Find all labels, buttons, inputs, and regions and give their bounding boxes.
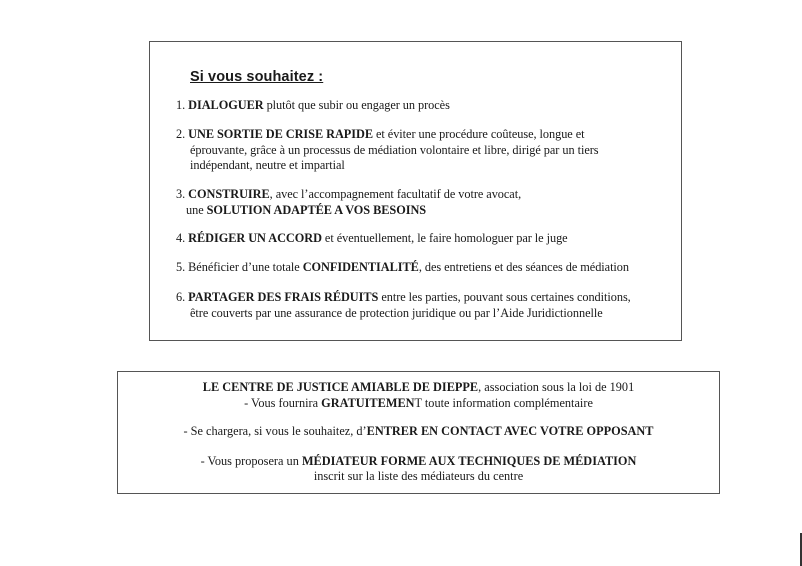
mediator-line [118,454,719,469]
item-text: et éviter une procédure coûteuse, longue et [372,127,585,141]
info-emphasis: GRATUITEMEN [321,396,415,410]
item-text: plutôt que subir ou engager un procès [263,98,450,112]
info-text: - Vous proposera un [200,454,302,468]
item-text: entre les parties, pouvant sous certaines conditions, [378,290,631,304]
item-emphasis: SOLUTION ADAPTÉE A VOS BESOINS [206,202,427,217]
list-item [176,187,681,218]
list-item [176,127,681,174]
info-emphasis: ENTRER EN CONTACT AVEC VOTRE OPPOSANT [366,424,654,438]
item-number: 3. [176,187,186,201]
item-text: , des entretiens et des séances de médiation [418,260,629,274]
item-text: et éventuellement, le faire homologuer par le juge [321,231,568,245]
item-emphasis: UNE SORTIE DE CRISE RAPIDE [188,127,373,141]
item-text: , avec l’accompagnement facultatif de votre avocat, [269,187,522,201]
mediator-list-line: inscrit sur la liste des médiateurs du centre [313,469,524,483]
center-status: , association sous la loi de 1901 [478,380,635,394]
center-info-box [117,371,720,494]
info-text: - Vous fournira [244,396,322,410]
info-text: - Se chargera, si vous le souhaitez, d’ [183,424,367,438]
item-number: 6. [176,290,186,304]
center-name: LE CENTRE DE JUSTICE AMIABLE DE DIEPPE [202,380,479,394]
center-name-line [118,380,719,395]
contact-line [118,424,719,439]
benefits-box [149,41,682,341]
benefits-heading: Si vous souhaitez : [190,69,324,85]
info-text: T toute information complémentaire [414,396,593,410]
list-item [176,98,681,114]
item-emphasis: CONFIDENTIALITÉ [302,260,419,274]
item-text-continued: indépendant, neutre et impartial [190,158,345,172]
item-emphasis: RÉDIGER UN ACCORD [188,231,322,245]
item-emphasis: DIALOGUER [188,98,264,112]
list-item [176,260,681,276]
item-number: 4. [176,231,186,245]
item-emphasis: PARTAGER DES FRAIS RÉDUITS [188,290,379,304]
list-item [176,231,681,247]
item-text-continued: être couverts par une assurance de protection juridique ou par l’Aide Juridictionnelle [190,305,603,320]
item-text: Bénéficier d’une totale [188,260,303,274]
item-text-continued: éprouvante, grâce à un processus de médiation volontaire et libre, dirigé par un tiers [190,142,599,157]
list-item [176,290,681,321]
info-line [118,396,719,411]
item-number: 1. [176,98,186,112]
item-number: 5. [176,260,186,274]
item-number: 2. [176,127,186,141]
item-emphasis: CONSTRUIRE [188,187,270,201]
info-emphasis: MÉDIATEUR FORME AUX TECHNIQUES DE MÉDIATION [301,454,637,468]
item-text-continued [176,203,681,219]
item-text: une [186,202,207,217]
